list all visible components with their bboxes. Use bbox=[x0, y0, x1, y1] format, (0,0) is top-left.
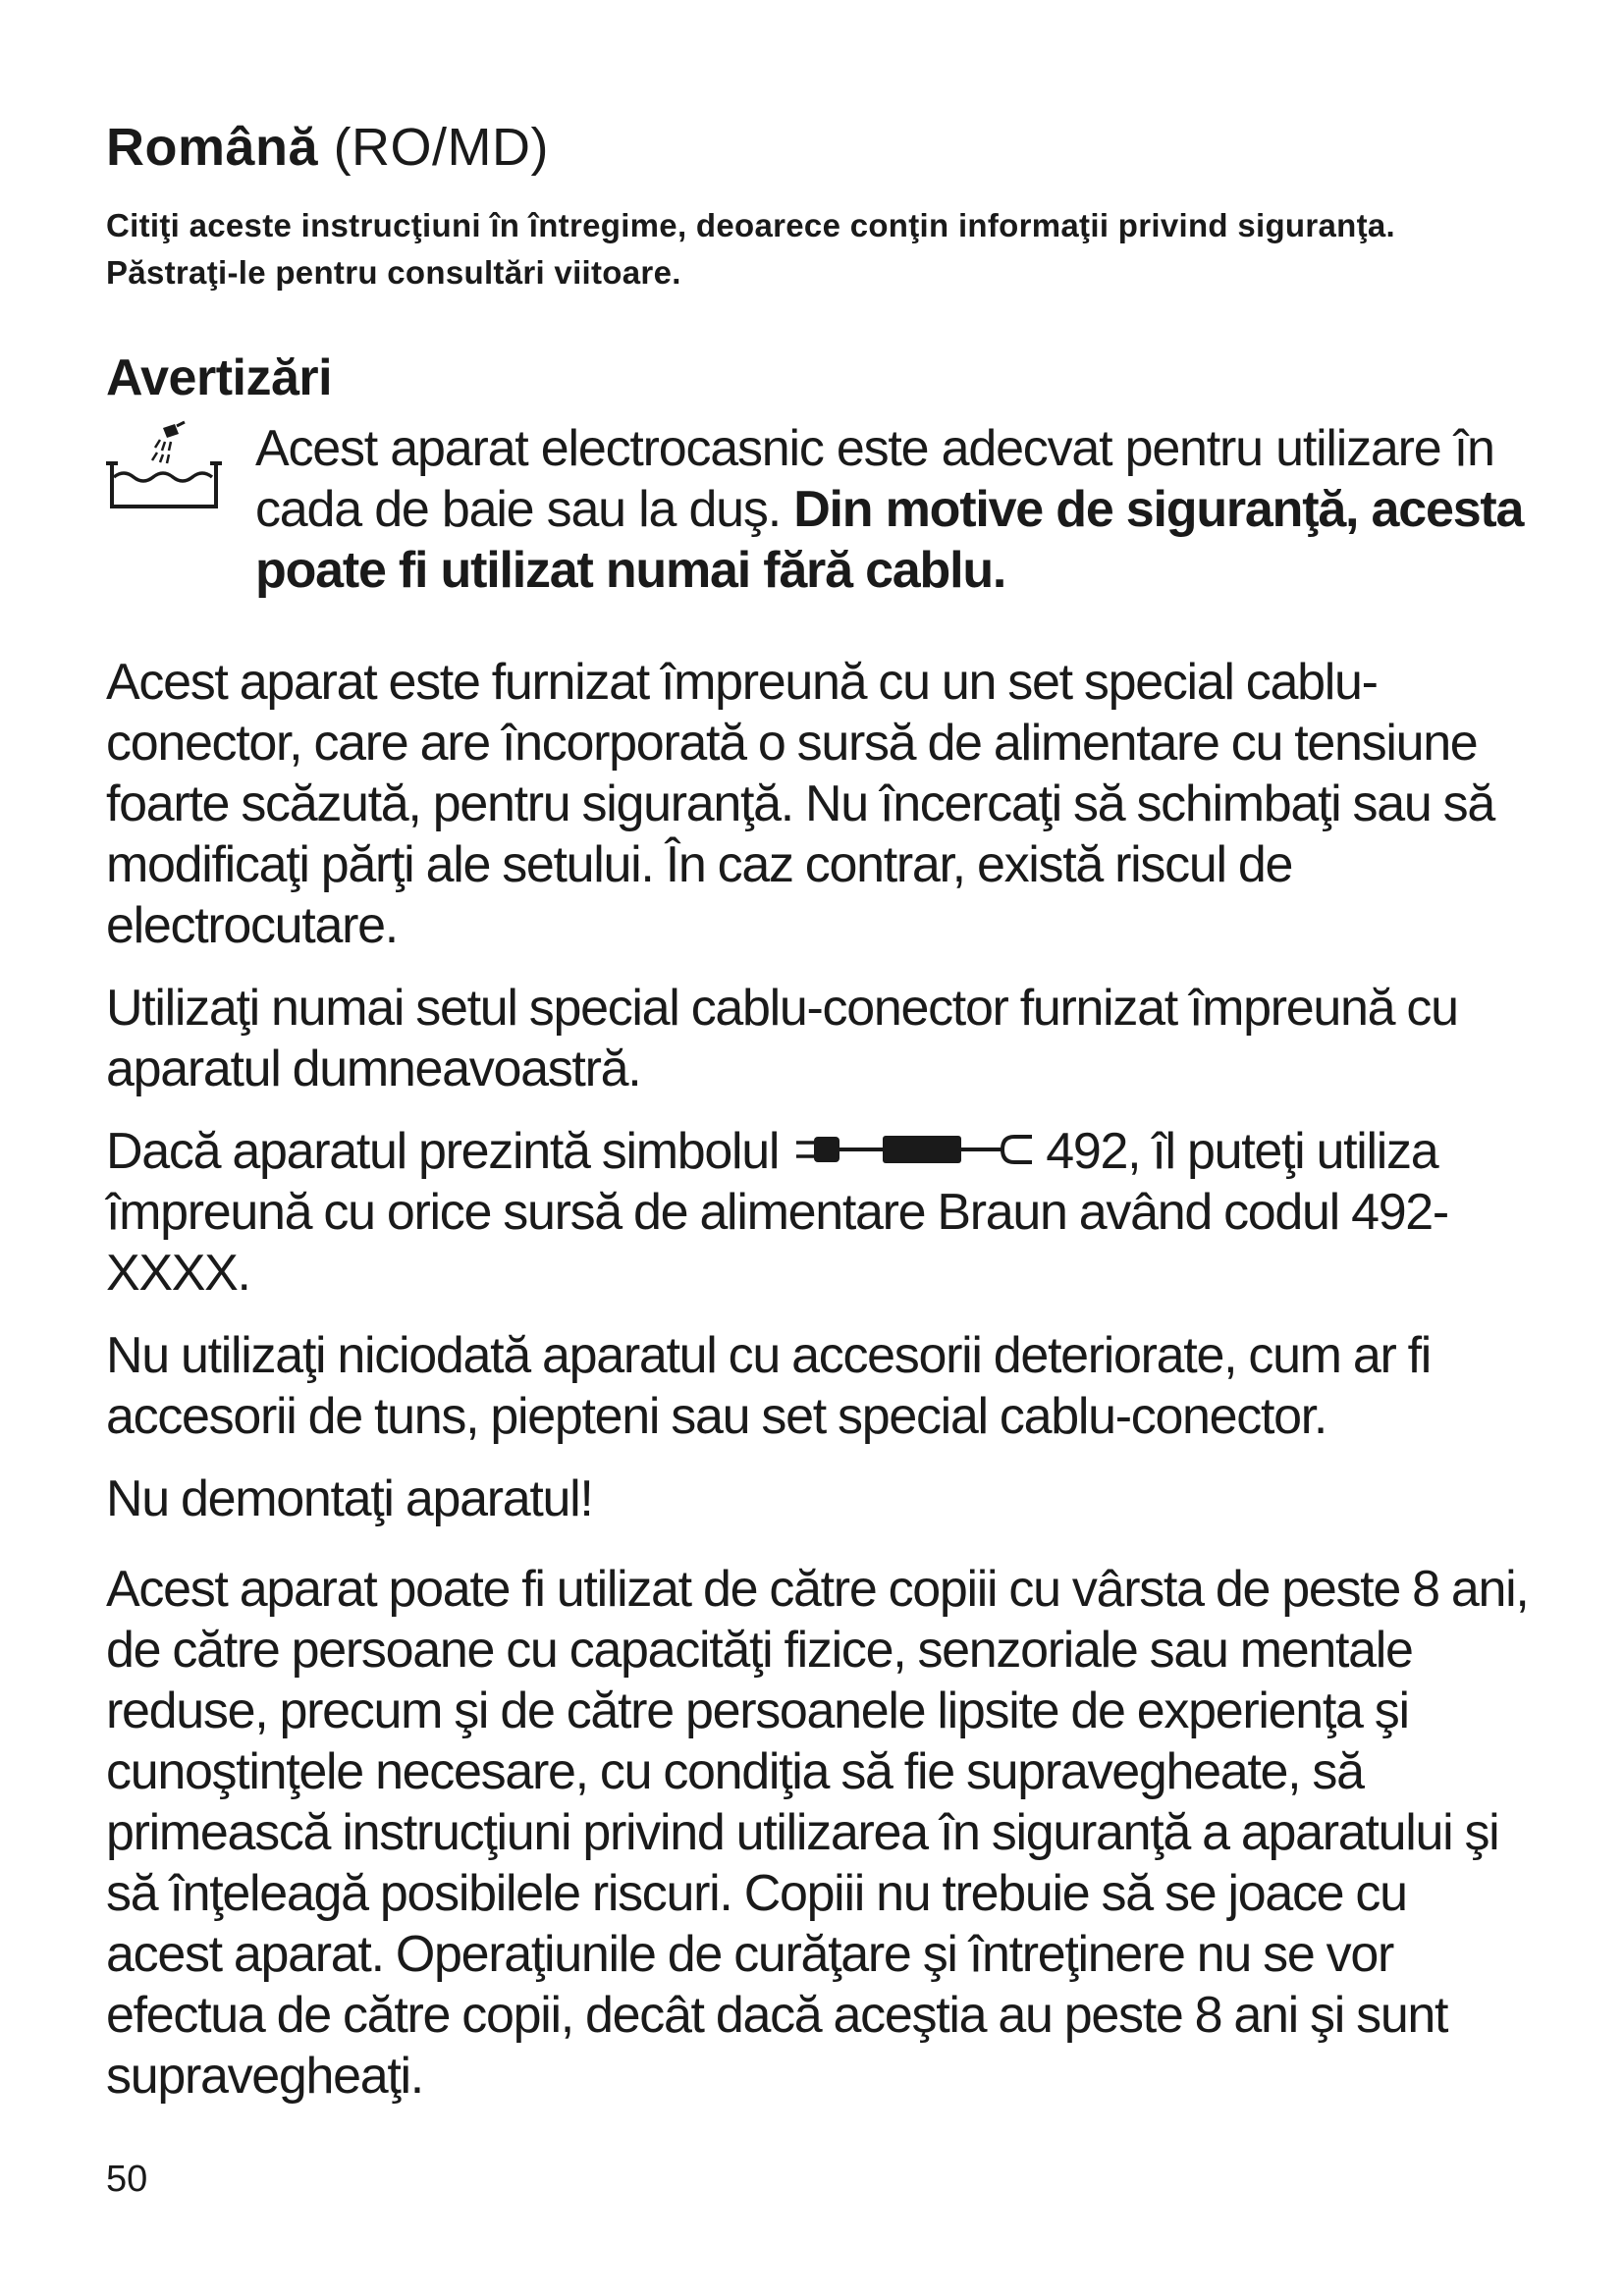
bath-warning bbox=[106, 418, 1530, 601]
paragraph-do-not-disassemble: Nu demontaţi aparatul! bbox=[106, 1470, 593, 1527]
document-page bbox=[106, 108, 1530, 2107]
page-number: 50 bbox=[106, 2159, 148, 2200]
paragraph-use-only: Utilizaţi numai setul special cablu-conector furnizat împreună cu aparatul dumneavoastră. bbox=[106, 980, 1458, 1097]
bath-warning-text bbox=[255, 418, 1530, 601]
intro-notice: Citiţi aceste instrucţiuni în întregime, deoarece conţin informaţii privind siguranţa. Păstraţi-le pentru consultări viitoare. bbox=[106, 207, 1396, 291]
paragraph-damaged-accessories: Nu utilizaţi niciodată aparatul cu accesorii deteriorate, cum ar fi accesorii de tuns, piepteni sau set special cablu-conector. bbox=[106, 1327, 1432, 1445]
symbol-text-before: Dacă aparatul prezintă simbolul bbox=[106, 1123, 780, 1180]
paragraph-children-safety: Acest aparat poate fi utilizat de către copiii cu vârsta de peste 8 ani, de către persoane cu capacităţi fizice, senzoriale sau mentale reduse, precum şi de către persoanele lipsite de experienţa şi cunoştinţele necesare, cu condiţia să fie supravegheate, să primească instrucţiuni privind utilizarea în siguranţă a aparatului şi să înţeleagă posibilele riscuri. Copiii nu trebuie să se joace cu acest aparat. Operaţiunile de curăţare şi întreţinere nu se vor efectua de către copii, decât dacă aceştia au peste 8 ani şi sunt supravegheaţi. bbox=[106, 1561, 1529, 2105]
warnings-heading: Avertizări bbox=[106, 349, 333, 406]
power-connector-icon bbox=[794, 1131, 1040, 1170]
bath-warning-regular: Acest aparat electrocasnic este adecvat pentru utilizare în cada de baie sau la duş. bbox=[255, 420, 1494, 538]
paragraph-symbol bbox=[106, 1121, 1530, 1304]
bath-shower-icon bbox=[106, 420, 222, 512]
language-heading bbox=[106, 108, 1530, 187]
symbol-text-after: 492, îl puteţi utiliza împreună cu orice sursă de alimentare Braun având codul 492-XXXX. bbox=[106, 1123, 1448, 1302]
language-name: Română bbox=[106, 118, 319, 177]
paragraph-connector-set: Acest aparat este furnizat împreună cu un set special cablu-conector, care are încorporată o sursă de alimentare cu tensiune foarte scăzută, pentru siguranţă. Nu încercaţi să schimbaţi sau să modificaţi părţi ale setului. În caz contrar, există riscul de electrocutare. bbox=[106, 654, 1494, 954]
language-code: (RO/MD) bbox=[333, 118, 550, 177]
bath-warning-bold: Din motive de siguranţă, acesta poate fi utilizat numai fără cablu. bbox=[255, 481, 1524, 599]
